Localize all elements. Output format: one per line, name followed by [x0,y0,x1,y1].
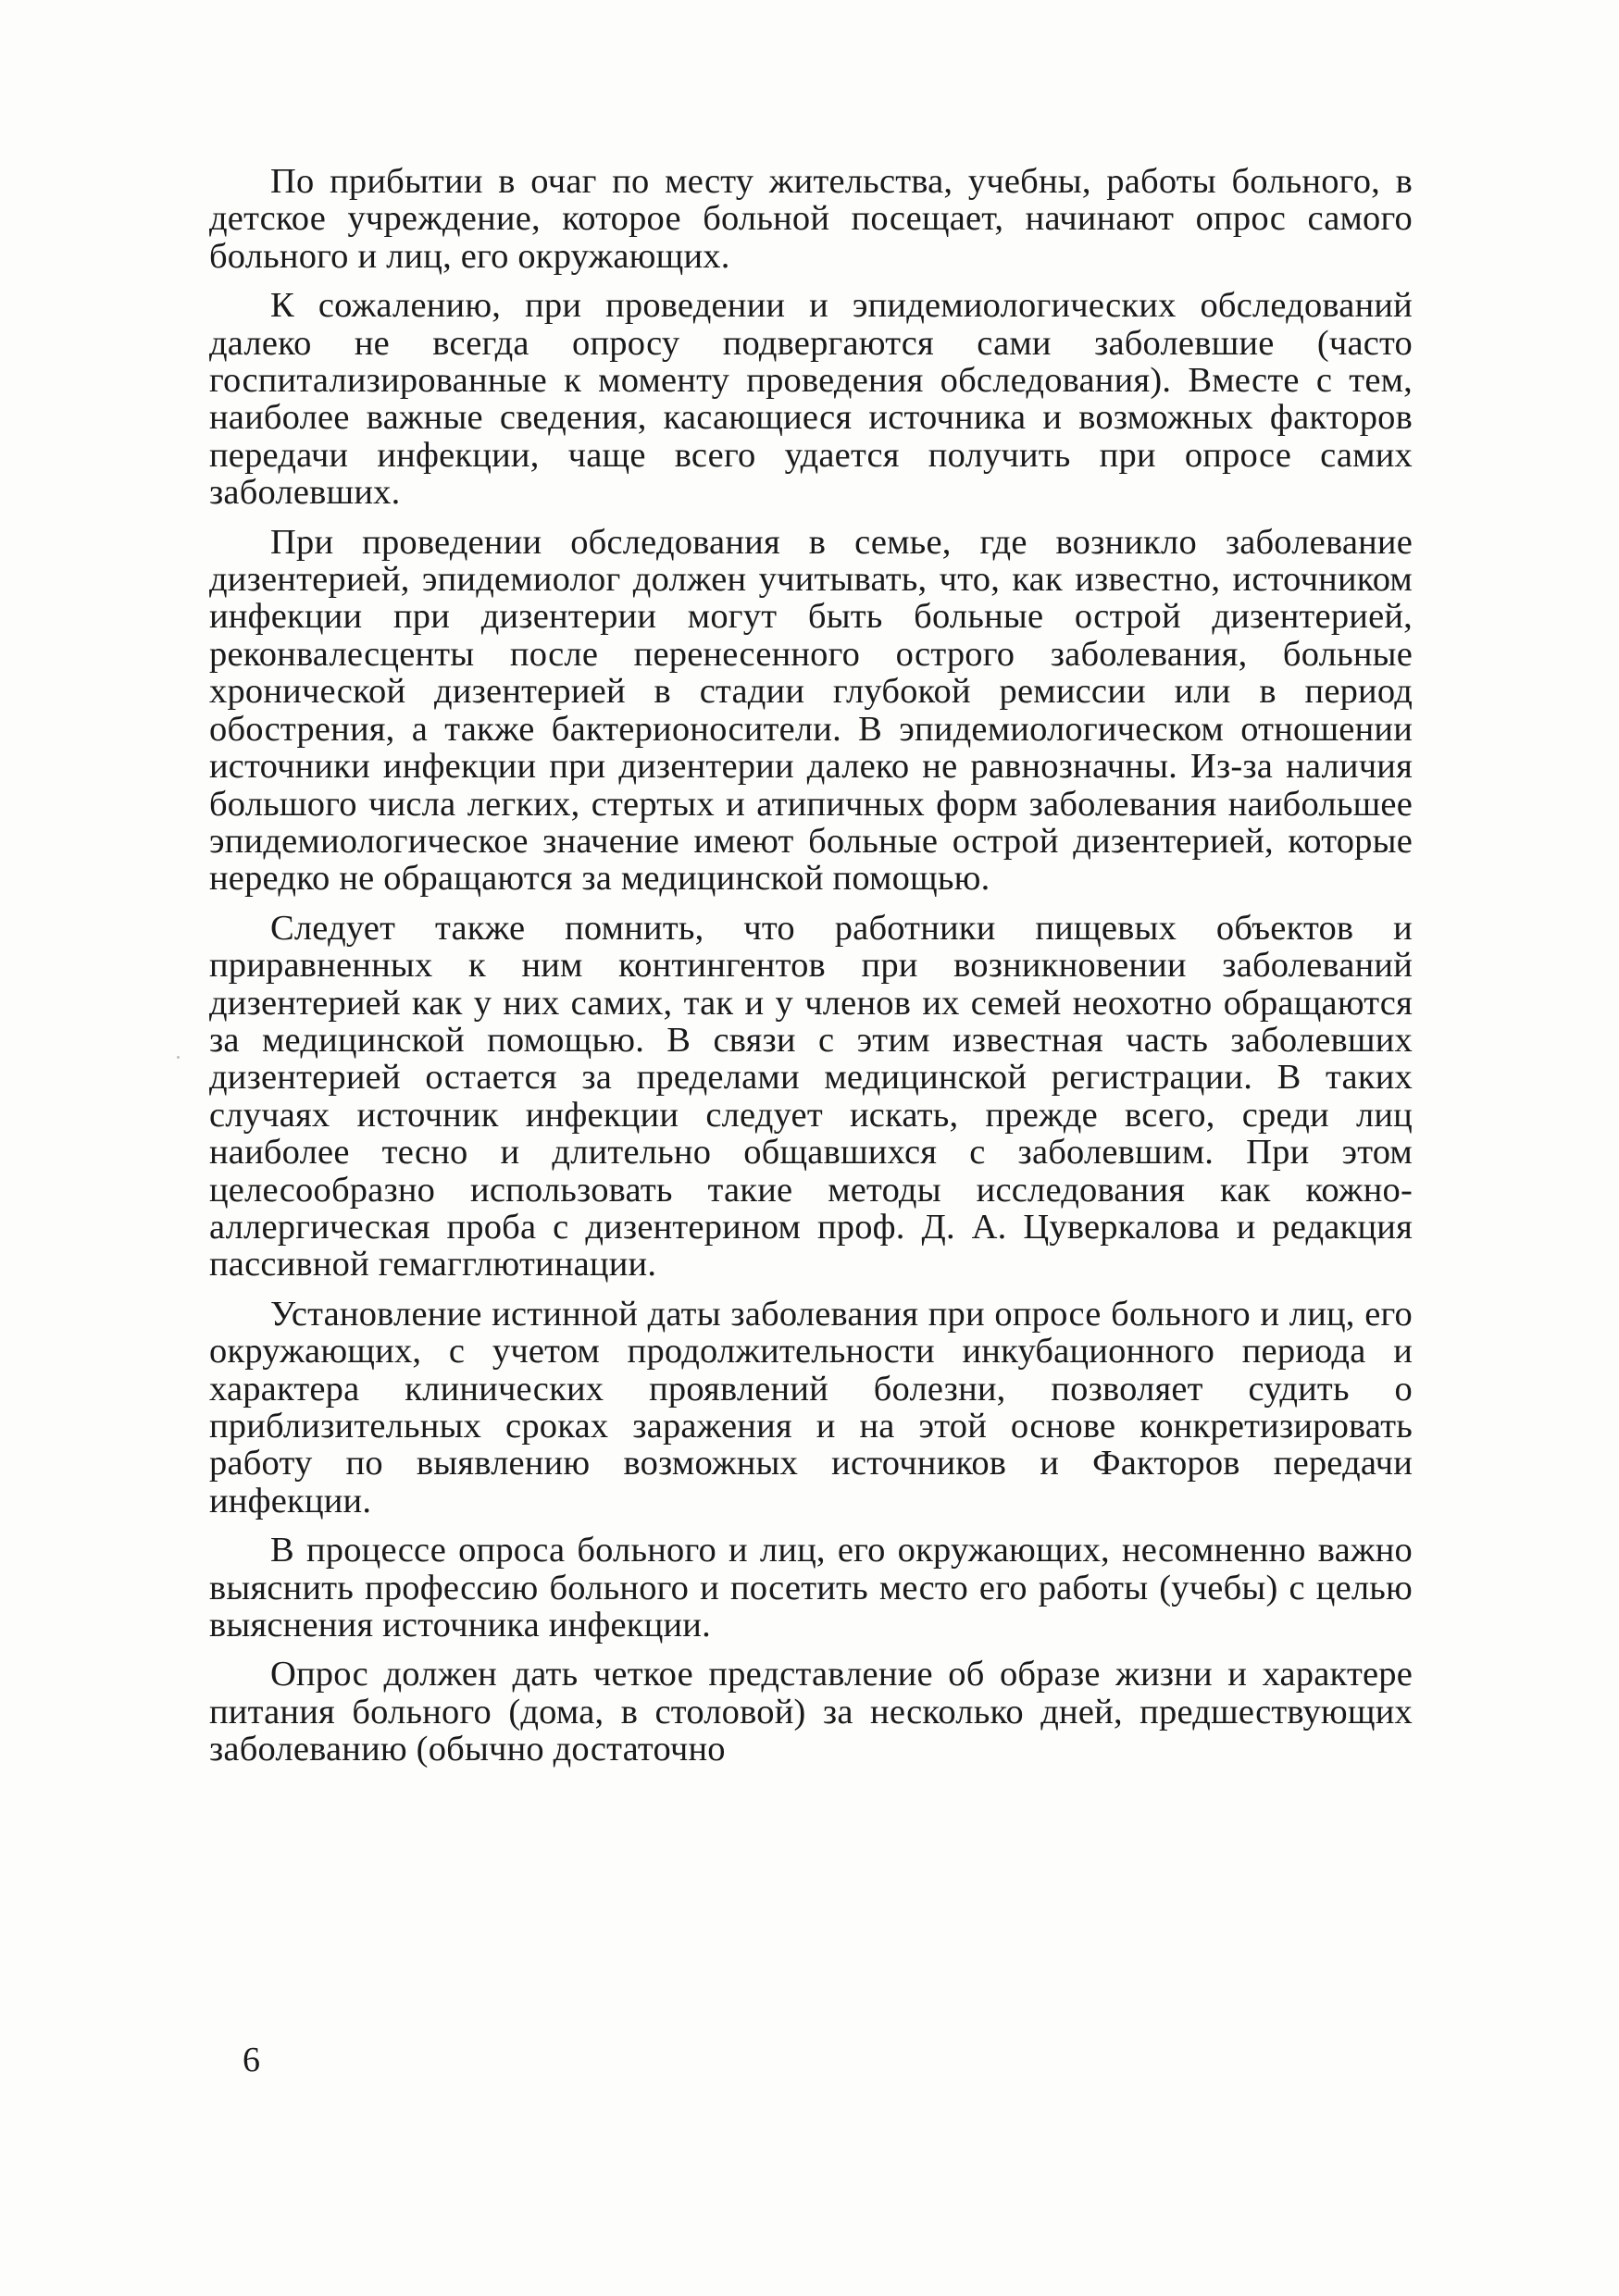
body-text [209,163,1413,1781]
scan-speck [177,1056,180,1059]
paragraph-4: Следует также помнить, что работники пищевых объектов и приравненных к ним контингентов при возникновении заболеваний дизентерией как у них самих, так и у членов их семей неохотно обращаются за медицинской помощью. В связи с этим известная часть заболевших дизентерией остается за пределами медицинской регистрации. В таких случаях источник инфекции следует искать, прежде всего, среди лиц наиболее тесно и длительно общавшихся с заболевшим. При этом целесообразно использовать такие методы исследования как кожно-аллергическая проба с дизентерином проф. Д. А. Цуверкалова и редакция пассивной гемагглютинации. [209,908,1413,1285]
paragraph-6: В процессе опроса больного и лиц, его окружающих, несомненно важно выяснить профессию больного и посетить место его работы (учебы) с целью выяснения источника инфекции. [209,1531,1413,1645]
paragraph-2: К сожалению, при проведении и эпидемиологических обследований далеко не всегда опросу подвергаются сами заболевшие (часто госпитализированные к моменту проведения обследования). Вместе с тем, наиболее важные сведения, касающиеся источника и возможных факторов передачи инфекции, чаще всего удается получить при опросе самих заболевших. [209,286,1413,513]
page-number: 6 [243,2041,260,2079]
paragraph-3: При проведении обследования в семье, где возникло заболевание дизентерией, эпидемиолог должен учитывать, что, как известно, источником инфекции при дизентерии могут быть больные острой дизентерией, реконвалесценты после перенесенного острого заболевания, больные хронической дизентерией в стадии глубокой ремиссии или в период обострения, а также бактерионосители. В эпидемиологическом отношении источники инфекции при дизентерии далеко не равнозначны. Из-за наличия большого числа легких, стертых и атипичных форм заболевания наибольшее эпидемиологическое значение имеют больные острой дизентерией, которые нередко не обращаются за медицинской помощью. [209,522,1413,899]
paragraph-7: Опрос должен дать четкое представление об образе жизни и характере питания больного (дома, в столовой) за несколько дней, предшествующих заболеванию (обычно достаточно [209,1655,1413,1769]
paragraph-1: По прибытии в очаг по месту жительства, учебны, работы больного, в детское учреждение, которое больной посещает, начинают опрос самого больного и лиц, его окружающих. [209,162,1413,276]
paragraph-5: Установление истинной даты заболевания при опросе больного и лиц, его окружающих, с учетом продолжительности инкубационного периода и характера клинических проявлений болезни, позволяет судить о приблизительных сроках заражения и на этой основе конкретизировать работу по выявлению возможных источников и Факторов передачи инфекции. [209,1294,1413,1520]
